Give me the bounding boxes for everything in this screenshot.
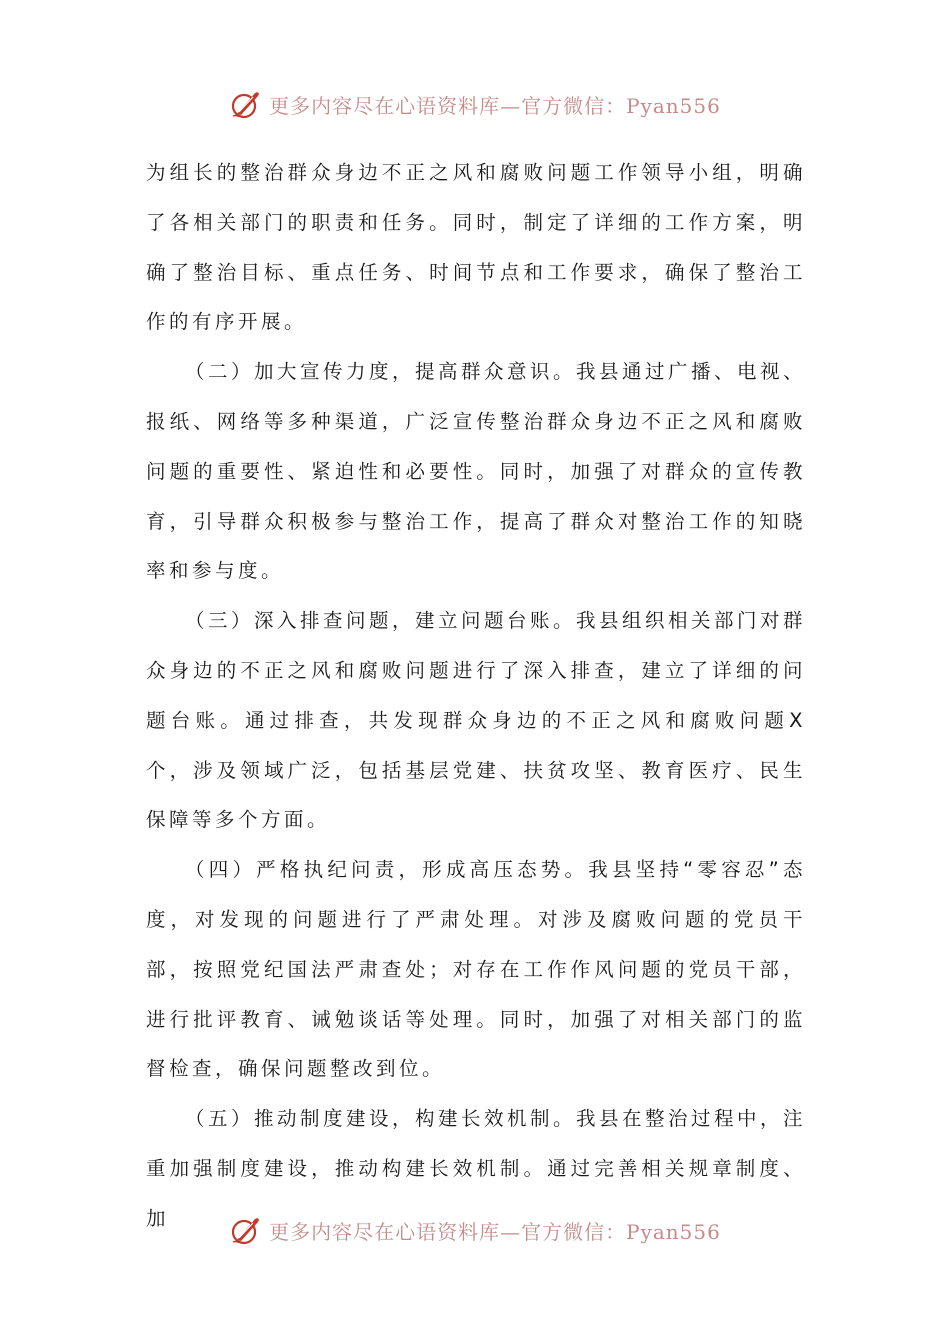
document-body [146,148,806,1244]
quill-pen-circle-icon [229,87,263,121]
quill-pen-circle-icon [229,1213,263,1247]
paragraph-continuation: 为组长的整治群众身边不正之风和腐败问题工作领导小组，明确了各相关部门的职责和任务。同时，制定了详细的工作方案，明确了整治目标、重点任务、时间节点和工作要求，确保了整治工作的有序开展。 [146,161,806,334]
footer-watermark [0,1210,950,1250]
watermark-text: 更多内容尽在心语资料库—官方微信：Pyan556 [269,1219,721,1244]
paragraph-section-4: （四）严格执纪问责，形成高压态势。我县坚持“零容忍”态度，对发现的问题进行了严肃处理。对涉及腐败问题的党员干部，按照党纪国法严肃查处；对存在工作作风问题的党员干部，进行批评教育、诫勉谈话等处理。同时，加强了对相关部门的监督检查，确保问题整改到位。 [146,858,806,1081]
header-watermark [0,84,950,124]
paragraph-section-2: （二）加大宣传力度，提高群众意识。我县通过广播、电视、报纸、网络等多种渠道，广泛宣传整治群众身边不正之风和腐败问题的重要性、紧迫性和必要性。同时，加强了对群众的宣传教育，引导群众积极参与整治工作，提高了群众对整治工作的知晓率和参与度。 [146,360,807,583]
paragraph-section-3: （三）深入排查问题，建立问题台账。我县组织相关部门对群众身边的不正之风和腐败问题进行了深入排查，建立了详细的问题台账。通过排查，共发现群众身边的不正之风和腐败问题X个，涉及领域广泛，包括基层党建、扶贫攻坚、教育医疗、民生保障等多个方面。 [146,609,807,832]
watermark-text: 更多内容尽在心语资料库—官方微信：Pyan556 [269,93,721,118]
paragraph-section-5: （五）推动制度建设，构建长效机制。我县在整治过程中，注重加强制度建设，推动构建长效机制。通过完善相关规章制度、加 [146,1107,807,1230]
